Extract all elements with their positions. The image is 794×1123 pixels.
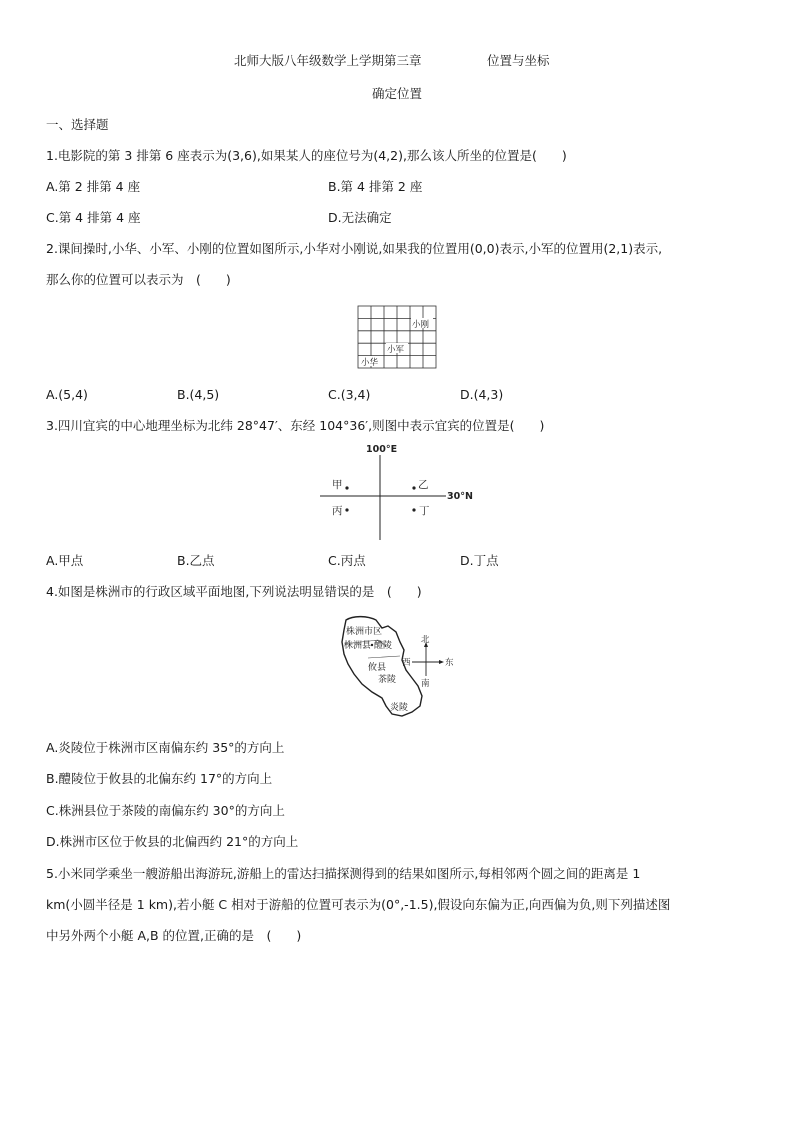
q3-option-c: C.丙点	[328, 553, 366, 568]
q3-longitude-label: 100°E	[366, 444, 398, 455]
q4-option-c: C.株洲县位于茶陵的南偏东约 30°的方向上	[46, 803, 285, 818]
q4-option-d: D.株洲市区位于攸县的北偏西约 21°的方向上	[46, 834, 299, 849]
q4-compass-west: 西	[402, 658, 411, 668]
q2-option-b: B.(4,5)	[177, 387, 220, 402]
q3-point-yi	[412, 486, 415, 489]
q4-compass-north: 北	[421, 635, 430, 645]
q4-label-chaling: 茶陵	[378, 675, 397, 685]
doc-title-right: 位置与坐标	[487, 53, 550, 68]
q2-label-xiaojun: 小军	[387, 345, 405, 355]
q3-point-bing	[345, 508, 348, 511]
q4-point-liling	[371, 644, 373, 646]
q4-label-city: 株洲市区	[346, 627, 383, 637]
q2-label-xiaogang: 小刚	[412, 320, 430, 330]
q3-label-jia: 甲	[332, 479, 343, 491]
doc-subtitle: 确定位置	[371, 86, 422, 101]
q3-point-ding	[412, 508, 415, 511]
q2-option-a: A.(5,4)	[46, 387, 88, 402]
q4-compass-east: 东	[445, 658, 454, 668]
q3-option-b: B.乙点	[177, 553, 215, 568]
q4-label-youxian: 攸县	[368, 663, 387, 673]
q4-compass-icon	[412, 642, 444, 676]
q2-stem-line1: 2.课间操时,小华、小军、小刚的位置如图所示,小华对小刚说,如果我的位置用(0,0)表示,小军的位置用(2,1)表示,	[46, 241, 663, 256]
q1-option-b: B.第 4 排第 2 座	[328, 179, 423, 194]
q3-option-d: D.丁点	[460, 553, 499, 568]
q1-option-c: C.第 4 排第 4 座	[46, 210, 141, 225]
q3-coordinate-figure	[318, 440, 490, 542]
q3-label-ding: 丁	[419, 505, 430, 517]
q1-option-d: D.无法确定	[328, 210, 392, 225]
q5-stem-line3: 中另外两个小艇 A,B 的位置,正确的是 ( )	[46, 928, 302, 943]
q2-grid-figure	[356, 304, 438, 370]
q5-stem-line1: 5.小米同学乘坐一艘游船出海游玩,游船上的雷达扫描探测得到的结果如图所示,每相邻两个圆之间的距离是 1	[46, 866, 641, 881]
q3-label-bing: 丙	[332, 505, 343, 517]
q1-option-a: A.第 2 排第 4 座	[46, 179, 141, 194]
q2-stem-line2: 那么你的位置可以表示为 ( )	[46, 272, 231, 287]
section-heading: 一、选择题	[46, 117, 109, 132]
q4-compass-south: 南	[421, 679, 430, 689]
q2-label-xiaohua: 小华	[361, 358, 379, 368]
q3-latitude-label: 30°N	[447, 491, 473, 502]
q4-option-a: A.炎陵位于株洲市区南偏东约 35°的方向上	[46, 740, 285, 755]
q4-option-b: B.醴陵位于攸县的北偏东约 17°的方向上	[46, 771, 273, 786]
q4-label-liling: 醴陵	[374, 641, 393, 651]
q4-label-yanling: 炎陵	[390, 703, 409, 713]
q5-stem-line2: km(小圆半径是 1 km),若小艇 C 相对于游船的位置可表示为(0°,-1.5),假设向东偏为正,向西偏为负,则下列描述图	[46, 897, 671, 912]
q2-option-d: D.(4,3)	[460, 387, 504, 402]
q3-point-jia	[345, 486, 348, 489]
q3-label-yi: 乙	[418, 479, 429, 491]
q3-option-a: A.甲点	[46, 553, 84, 568]
q4-label-zhuzhouxian: 株洲县	[344, 641, 372, 651]
q2-option-c: C.(3,4)	[328, 387, 371, 402]
q4-map-figure	[338, 612, 460, 724]
q4-stem: 4.如图是株洲市的行政区域平面地图,下列说法明显错误的是 ( )	[46, 584, 422, 599]
q1-stem: 1.电影院的第 3 排第 6 座表示为(3,6),如果某人的座位号为(4,2),那么该人所坐的位置是( )	[46, 148, 567, 163]
doc-title: 北师大版八年级数学上学期第三章	[234, 53, 422, 68]
q3-stem: 3.四川宜宾的中心地理坐标为北纬 28°47′、东经 104°36′,则图中表示宜宾的位置是( )	[46, 418, 545, 433]
